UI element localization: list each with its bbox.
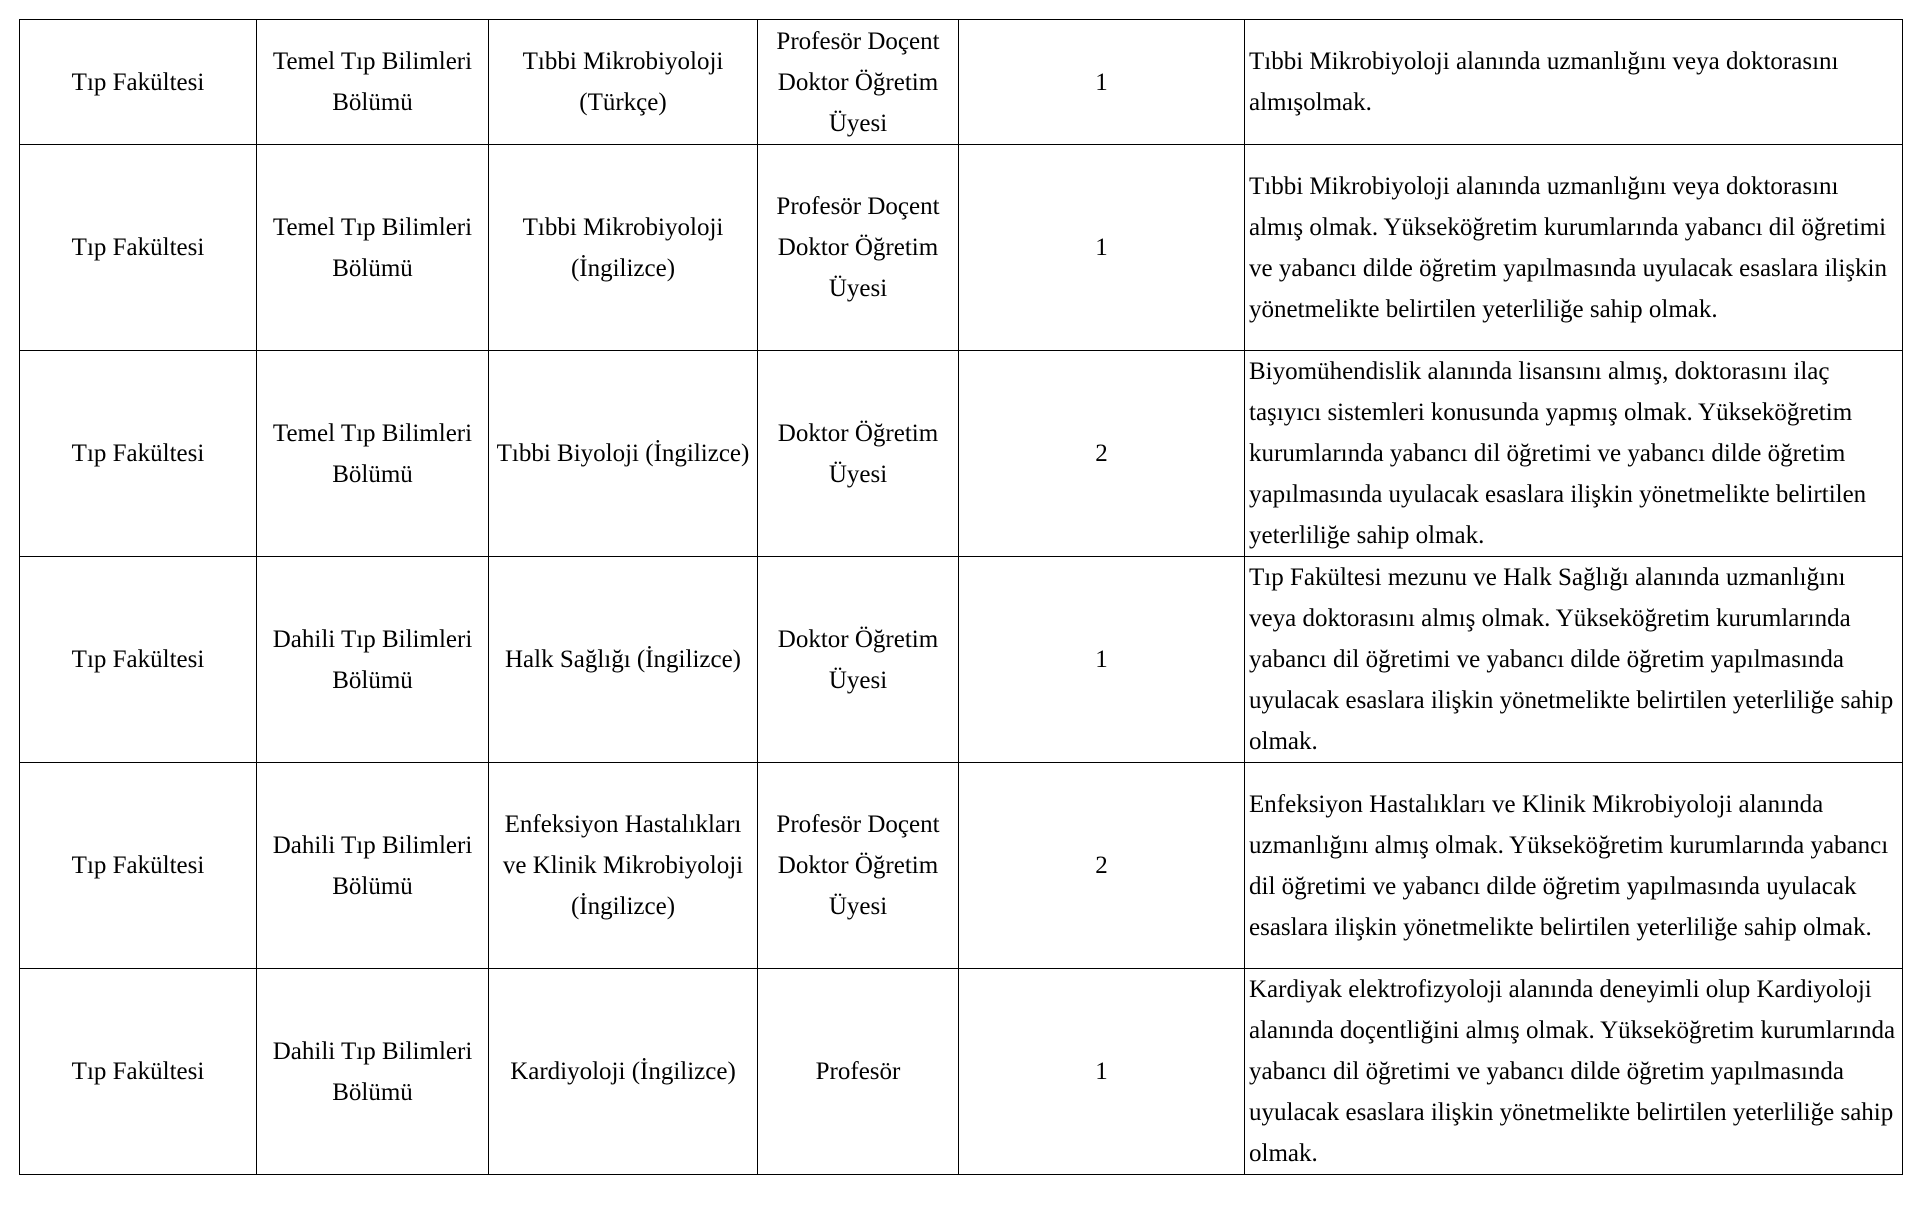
count-cell: 1 [959,557,1245,763]
field-cell: Tıbbi Biyoloji (İngilizce) [489,351,758,557]
field-cell: Tıbbi Mikrobiyoloji (Türkçe) [489,20,758,145]
count-cell: 2 [959,351,1245,557]
table-row [20,763,1903,969]
faculty-cell: Tıp Fakültesi [20,557,257,763]
field-cell: Halk Sağlığı (İngilizce) [489,557,758,763]
field-cell: Tıbbi Mikrobiyoloji (İngilizce) [489,145,758,351]
department-cell: Temel Tıp Bilimleri Bölümü [257,20,489,145]
faculty-cell: Tıp Fakültesi [20,763,257,969]
count-cell: 1 [959,969,1245,1175]
faculty-cell: Tıp Fakültesi [20,969,257,1175]
table-row [20,969,1903,1175]
table-row [20,145,1903,351]
requirement-cell: Tıp Fakültesi mezunu ve Halk Sağlığı alanında uzmanlığını veya doktorasını almış olmak. Yükseköğretim kurumlarında yabancı dil öğretimi ve yabancı dilde öğretim yapılmasında uyulacak esaslara ilişkin yönetmelikte belirtilen yeterliliğe sahip olmak. [1245,557,1903,763]
title-cell: Profesör Doçent Doktor Öğretim Üyesi [758,145,959,351]
title-cell: Doktor Öğretim Üyesi [758,557,959,763]
department-cell: Dahili Tıp Bilimleri Bölümü [257,557,489,763]
count-cell: 2 [959,763,1245,969]
table-row [20,20,1903,145]
positions-table [19,19,1903,1175]
department-cell: Temel Tıp Bilimleri Bölümü [257,351,489,557]
count-cell: 1 [959,20,1245,145]
table-row [20,351,1903,557]
faculty-cell: Tıp Fakültesi [20,145,257,351]
department-cell: Temel Tıp Bilimleri Bölümü [257,145,489,351]
field-cell: Kardiyoloji (İngilizce) [489,969,758,1175]
requirement-cell: Tıbbi Mikrobiyoloji alanında uzmanlığını veya doktorasını almışolmak. [1245,20,1903,145]
requirement-cell: Tıbbi Mikrobiyoloji alanında uzmanlığını veya doktorasını almış olmak. Yükseköğretim kurumlarında yabancı dil öğretimi ve yabancı dilde öğretim yapılmasında uyulacak esaslara ilişkin yönetmelikte belirtilen yeterliliğe sahip olmak. [1245,145,1903,351]
title-cell: Profesör [758,969,959,1175]
department-cell: Dahili Tıp Bilimleri Bölümü [257,969,489,1175]
faculty-cell: Tıp Fakültesi [20,351,257,557]
title-cell: Doktor Öğretim Üyesi [758,351,959,557]
requirement-cell: Kardiyak elektrofizyoloji alanında deneyimli olup Kardiyoloji alanında doçentliğini almış olmak. Yükseköğretim kurumlarında yabancı dil öğretimi ve yabancı dilde öğretim yapılmasında uyulacak esaslara ilişkin yönetmelikte belirtilen yeterliliğe sahip olmak. [1245,969,1903,1175]
faculty-cell: Tıp Fakültesi [20,20,257,145]
count-cell: 1 [959,145,1245,351]
table-row [20,557,1903,763]
title-cell: Profesör Doçent Doktor Öğretim Üyesi [758,763,959,969]
requirement-cell: Biyomühendislik alanında lisansını almış, doktorasını ilaç taşıyıcı sistemleri konusunda yapmış olmak. Yükseköğretim kurumlarında yabancı dil öğretimi ve yabancı dilde öğretim yapılmasında uyulacak esaslara ilişkin yönetmelikte belirtilen yeterliliğe sahip olmak. [1245,351,1903,557]
title-cell: Profesör Doçent Doktor Öğretim Üyesi [758,20,959,145]
department-cell: Dahili Tıp Bilimleri Bölümü [257,763,489,969]
requirement-cell: Enfeksiyon Hastalıkları ve Klinik Mikrobiyoloji alanında uzmanlığını almış olmak. Yükseköğretim kurumlarında yabancı dil öğretimi ve yabancı dilde öğretim yapılmasında uyulacak esaslara ilişkin yönetmelikte belirtilen yeterliliğe sahip olmak. [1245,763,1903,969]
field-cell: Enfeksiyon Hastalıkları ve Klinik Mikrobiyoloji (İngilizce) [489,763,758,969]
